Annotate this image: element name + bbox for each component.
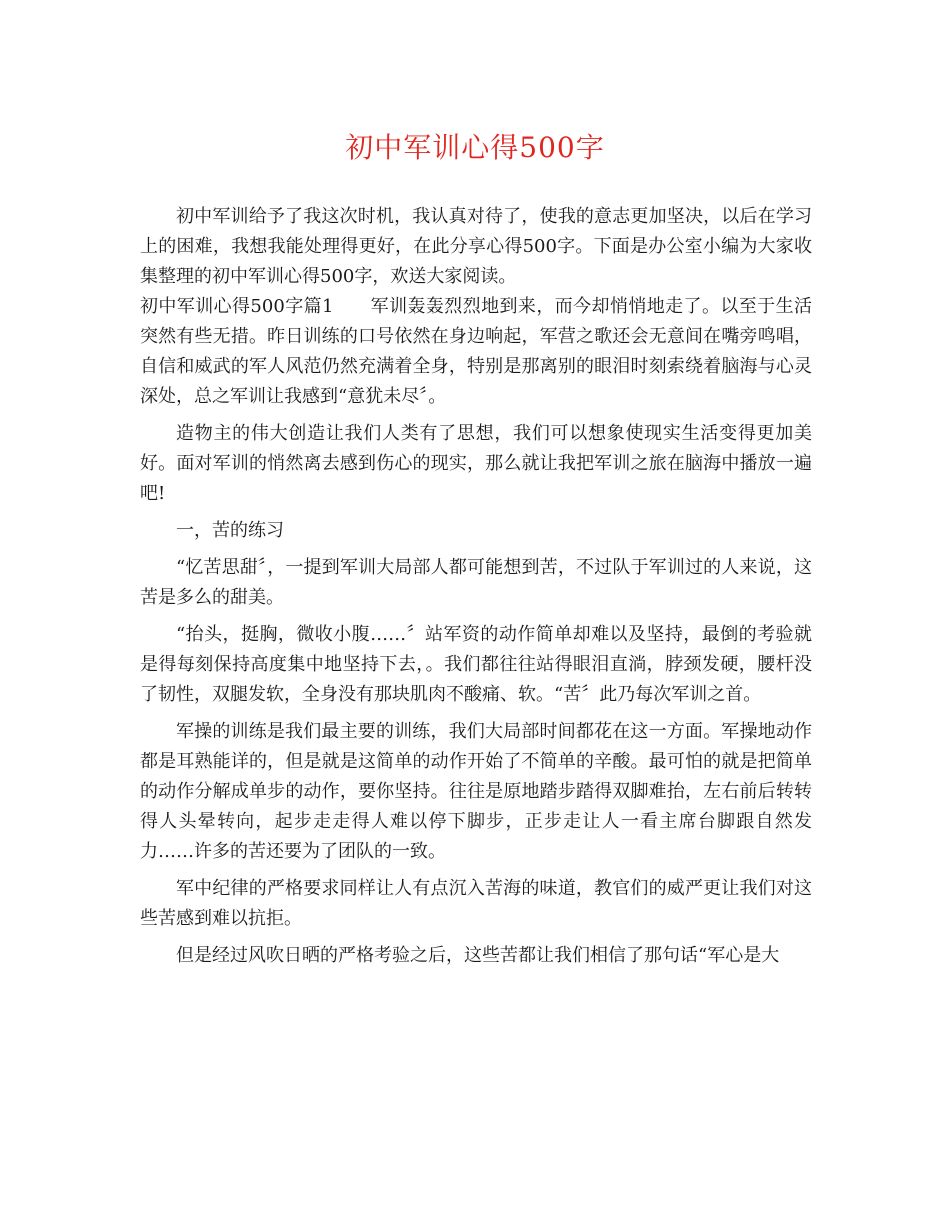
section-heading: 一，苦的练习	[176, 520, 284, 541]
article-paragraph-4: “抬头，挺胸，微收小腹……〞站军资的动作简单却难以及坚持，最倒的考验就是得每刻保持高度集中地坚持下去，。我们都往往站得眼泪直淌，脖颈发硬，腰杆没了韧性，双腿发软，全身没有那块肌肉不酸痛、软。“苦〞此乃每次军训之首。	[140, 624, 812, 705]
article-paragraph-7: 但是经过风吹日晒的严格考验之后，这些苦都让我们相信了那句话“军心是大	[176, 945, 780, 966]
article-paragraph-2: 造物主的伟大创造让我们人类有了思想，我们可以想象使现实生活变得更加美好。面对军训的悄然离去感到伤心的现实，那么就让我把军训之旅在脑海中播放一遍吧!	[140, 423, 812, 504]
document-title: 初中军训心得500字	[345, 131, 605, 164]
article-paragraph-1: 初中军训心得500字篇1 军训轰轰烈烈地到来，而今却悄悄地走了。以至于生活突然有些无措。昨日训练的口号依然在身边响起，军营之歌还会无意间在嘴旁鸣唱，自信和威武的军人风范仍然充满着全身，特别是那离别的眼泪时刻索绕着脑海与心灵深处，总之军训让我感到“意犹未尽〞。	[140, 296, 812, 407]
article-paragraph-3: “忆苦思甜〞，一提到军训大局部人都可能想到苦，不过队于军训过的人来说，这苦是多么的甜美。	[140, 557, 812, 608]
intro-paragraph: 初中军训给予了我这次时机，我认真对待了，使我的意志更加坚决，以后在学习上的困难，我想我能处理得更好，在此分享心得500字。下面是办公室小编为大家收集整理的初中军训心得500字，欢送大家阅读。	[140, 206, 812, 287]
article-paragraph-5: 军操的训练是我们最主要的训练，我们大局部时间都花在这一方面。军操地动作都是耳熟能详的，但是就是这简单的动作开始了不简单的辛酸。最可怕的就是把简单的动作分解成单步的动作，要你坚持。往往是原地踏步踏得双脚难抬，左右前后转转得人头晕转向，起步走走得人难以停下脚步，正步走让人一看主席台脚跟自然发力……许多的苦还要为了团队的一致。	[140, 721, 812, 862]
article-paragraph-6: 军中纪律的严格要求同样让人有点沉入苦海的味道，教官们的威严更让我们对这些苦感到难以抗拒。	[140, 878, 812, 929]
document-body	[140, 202, 812, 971]
